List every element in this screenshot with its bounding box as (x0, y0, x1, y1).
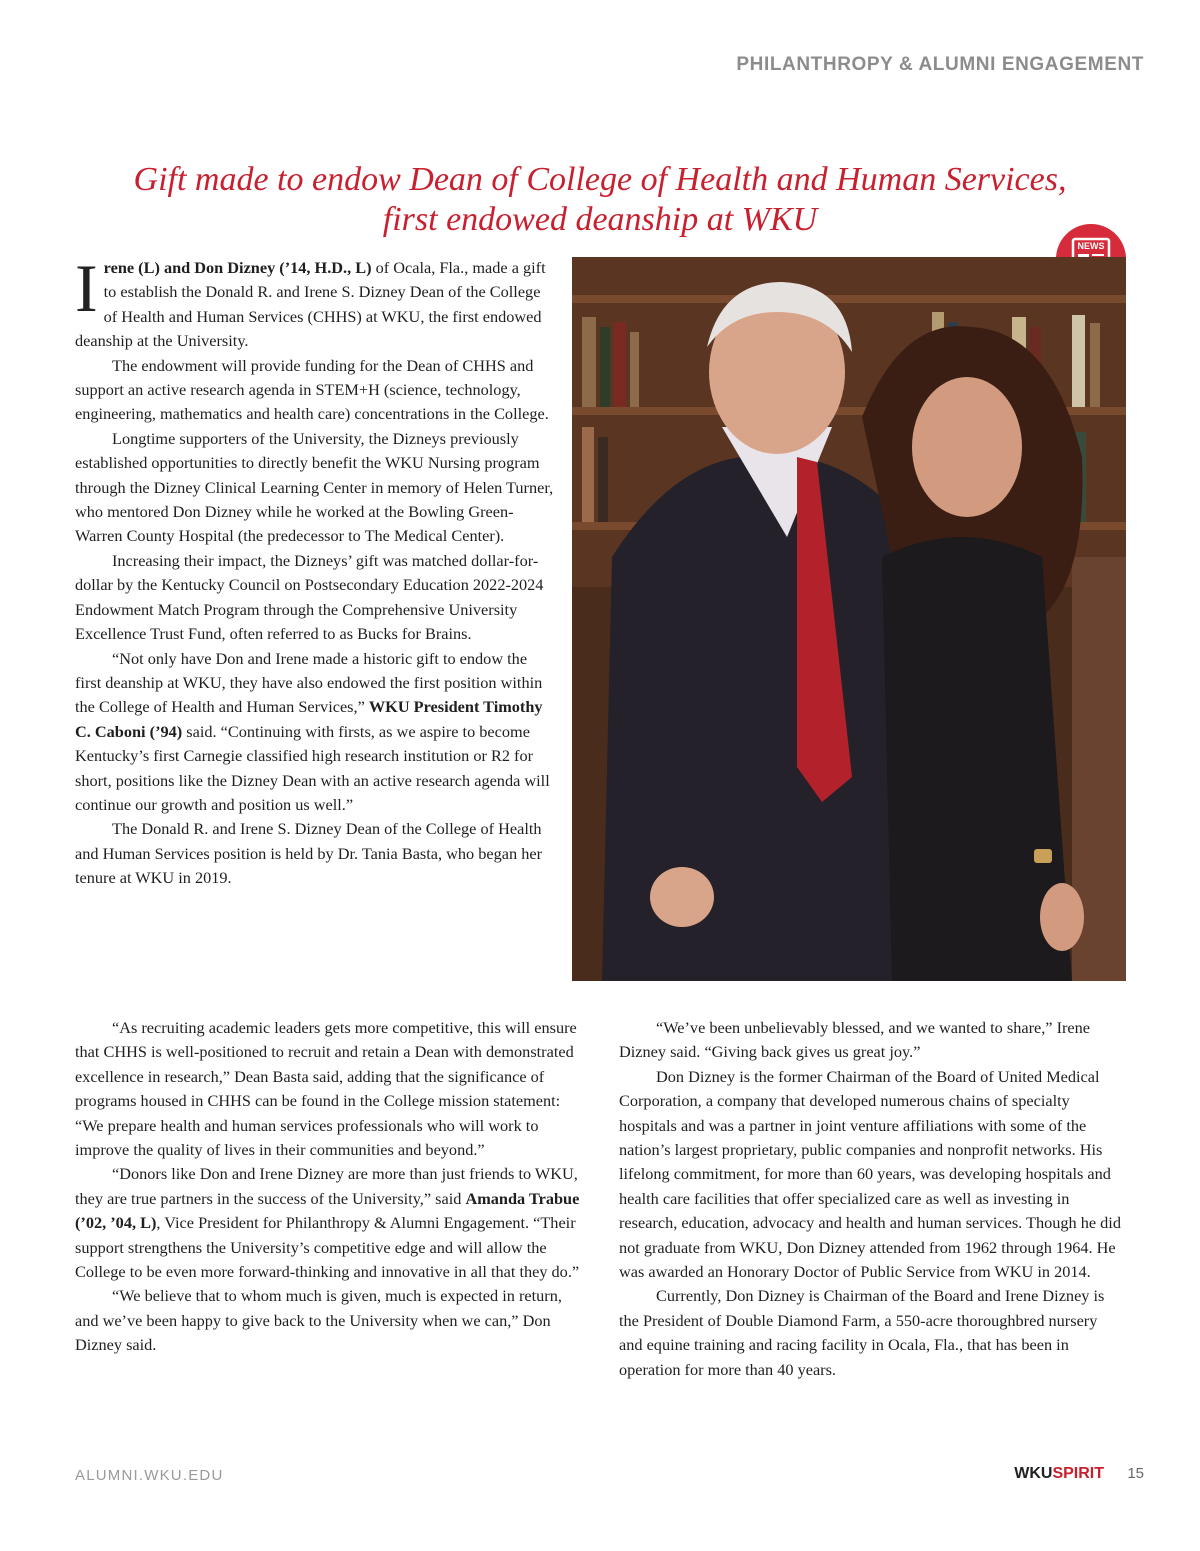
paragraph-dean-position: The Donald R. and Irene S. Dizney Dean of the College of Health and Human Services position is held by Dr. Tania Basta, who began her tenure at WKU in 2019. (75, 819, 543, 888)
paragraph-irene-quote: “We’ve been unbelievably blessed, and we wanted to share,” Irene Dizney said. “Giving back gives us great joy.” (619, 1018, 1091, 1062)
vp-name: Amanda Trabue (’02, ’04, L) (75, 1188, 580, 1233)
paragraph-dean-quote: “As recruiting academic leaders gets more competitive, this will ensure that CHHS is well-positioned to recruit and retain a Dean with demonstrated excellence in research,” Dean Basta said, adding that the significance of programs housed in CHHS can be found in the College mission statement: “We prepare health and human services professionals who will work to improve the quality of lives in their communities and beyond.” (75, 1018, 577, 1160)
donors-photo-illustration (572, 257, 1126, 981)
paragraph-impact: Increasing their impact, the Dizneys’ gift was matched dollar-for-dollar by the Kentucky Council on Postsecondary Education 2022-2024 Endowment Match Program through the Comprehensive University Excellence Trust Fund, often referred to as Bucks for Brains. (75, 550, 544, 644)
article-title-line-1: Gift made to endow Dean of College of Health and Human Services, (133, 161, 1067, 198)
footer-url: ALUMNI.WKU.EDU (75, 1467, 224, 1484)
donor-names: rene (L) and Don Dizney (’14, H.D., L) (103, 258, 372, 277)
article-column-right (619, 1016, 1124, 1382)
paragraph-vp-quote (75, 1162, 580, 1284)
brand-wku: WKU (1014, 1465, 1053, 1482)
section-label: PHILANTHROPY & ALUMNI ENGAGEMENT (736, 54, 1144, 75)
page-number: 15 (1127, 1465, 1144, 1482)
news-badge-label: NEWS (1077, 241, 1105, 251)
intro-text: of Ocala, Fla., made a gift to establish the Donald R. and Irene S. Dizney Dean of the College of Health and Human Services (CHHS) at WKU, the first endowed deanship at the University. (75, 258, 546, 351)
president-name: WKU President Timothy C. Caboni (’94) (75, 697, 543, 741)
vp-quote-b: , Vice President for Philanthropy & Alumni Engagement. “Their support strengthens the University’s competitive edge and will allow the College to be even more forward-thinking and innovative in all that they do.” (75, 1213, 580, 1282)
paragraph-supporters: Longtime supporters of the University, the Dizneys previously established opportunities to directly benefit the WKU Nursing program through the Dizney Clinical Learning Center in memory of Helen Turner, who mentored Don Dizney while he worked at the Bowling Green-Warren County Hospital (the predecessor to The Medical Center). (75, 428, 554, 546)
paragraph-don-biography: Don Dizney is the former Chairman of the Board of United Medical Corporation, a company that developed numerous chains of specialty hospitals and was a partner in joint venture affiliations with some of the nation’s largest proprietary, public companies and nonprofit networks. His lifelong commitment, for more than 60 years, was developing hospitals and health care facilities that offer specialized care as well as investing in research, education, advocacy and health and human services. Though he did not graduate from WKU, Don Dizney attended from 1962 through 1964. He was awarded an Honorary Doctor of Public Service from WKU in 2014. (619, 1066, 1121, 1282)
quote-text-b: said. “Continuing with firsts, as we aspire to become Kentucky’s first Carnegie classified high research institution or R2 for short, positions like the Dizney Dean with an active research agenda will continue our growth and position us well.” (75, 721, 550, 814)
donors-photo (572, 257, 1126, 981)
article-title-line-2: first endowed deanship at WKU (382, 201, 818, 238)
vp-quote-a: “Donors like Don and Irene Dizney are more than just friends to WKU, they are true partners in the success of the University,” said (75, 1164, 578, 1208)
paragraph-intro (75, 250, 555, 354)
paragraph-president-quote (75, 647, 555, 818)
drop-cap: I (75, 250, 98, 326)
article-column-left-top (75, 250, 555, 891)
article-title (60, 160, 1140, 240)
paragraph-double-diamond: Currently, Don Dizney is Chairman of the Board and Irene Dizney is the President of Double Diamond Farm, a 550-acre thoroughbred nursery and equine training and racing facility in Ocala, Fla., that has been in operation for more than 40 years. (619, 1286, 1105, 1379)
brand-spirit: SPIRIT (1052, 1465, 1104, 1482)
paragraph-don-quote: “We believe that to whom much is given, much is expected in return, and we’ve been happy to give back to the University when we can,” Don Dizney said. (75, 1286, 562, 1355)
quote-text-a: “Not only have Don and Irene made a historic gift to endow the first deanship at WKU, they have also endowed the first position within the College of Health and Human Services,” (75, 648, 543, 717)
article-column-left-bottom (75, 1016, 580, 1358)
footer-brand (1014, 1465, 1104, 1483)
paragraph-endowment: The endowment will provide funding for the Dean of CHHS and support an active research agenda in STEM+H (science, technology, engineering, mathematics and health care) concentrations in the College. (75, 355, 549, 424)
